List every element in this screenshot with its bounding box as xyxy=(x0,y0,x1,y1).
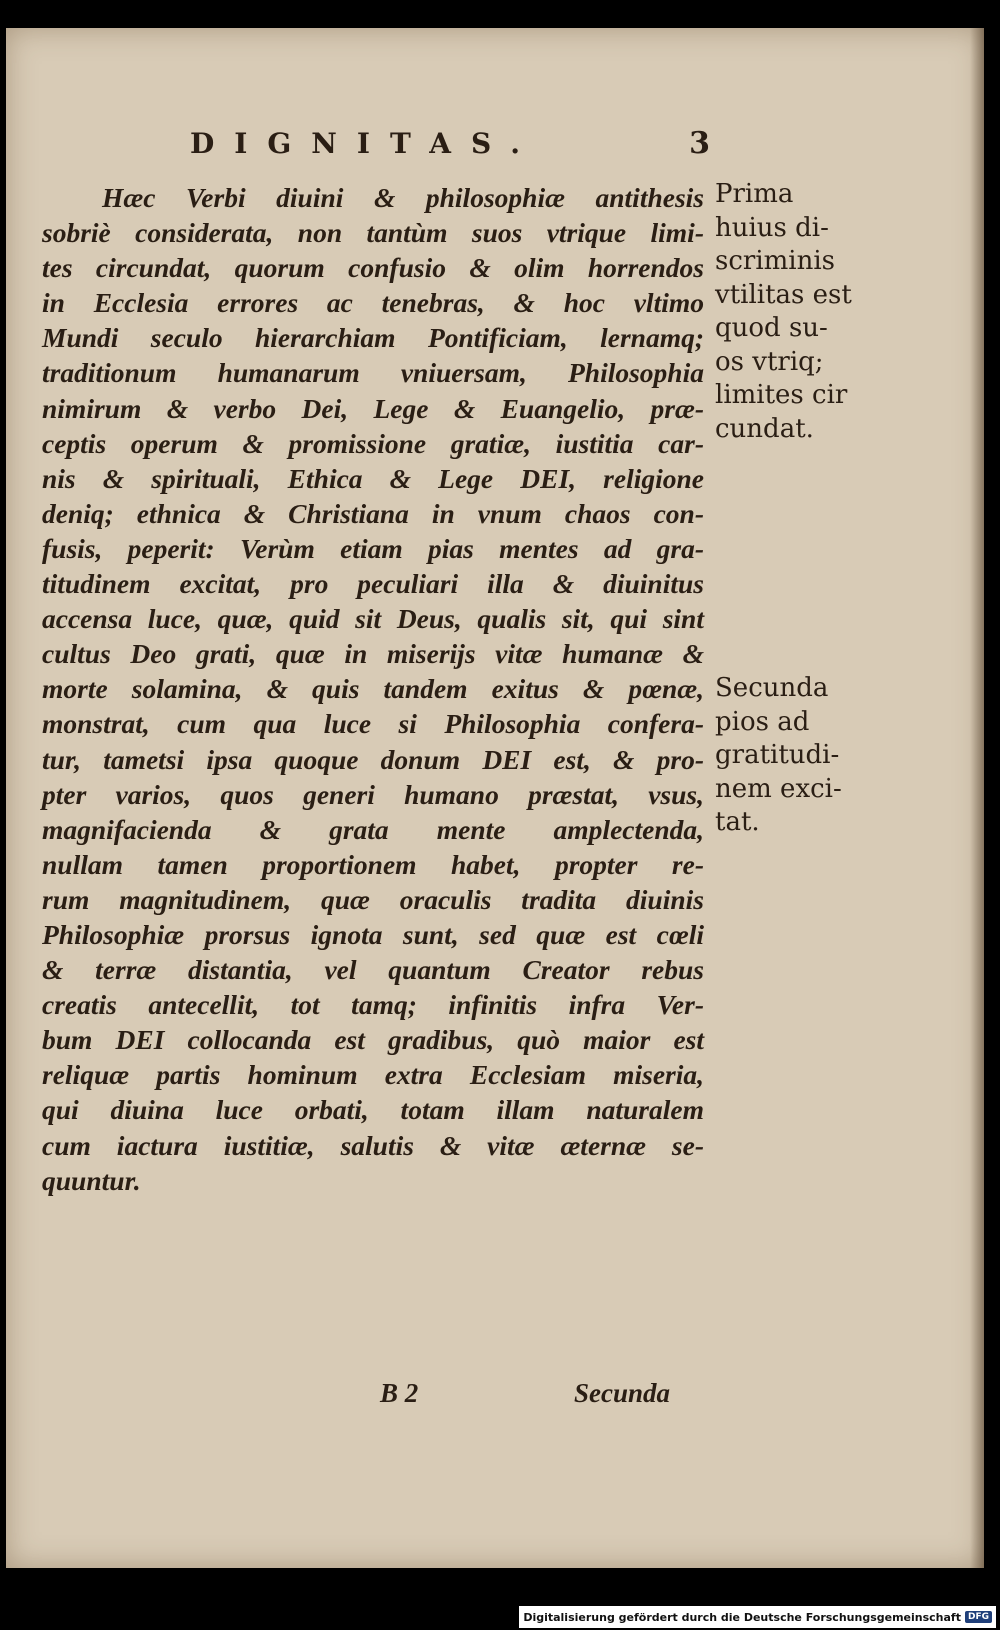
text-line: & terræ distantia, vel quantum Creator rebus xyxy=(42,954,704,986)
catchword-row xyxy=(380,1378,670,1409)
text-line: reliquæ partis hominum extra Ecclesiam miseria, xyxy=(42,1059,704,1091)
text-line: nis & spirituali, Ethica & Lege DEI, religione xyxy=(42,462,704,494)
text-line: monstrat, cum qua luce si Philosophia confera- xyxy=(42,708,704,740)
text-line: in Ecclesia errores ac tenebras, & hoc vltimo xyxy=(42,287,704,319)
text-line: Mundi seculo hierarchiam Pontificiam, lernamq; xyxy=(42,322,704,354)
text-line: ceptis operum & promissione gratiæ, iustitia car- xyxy=(42,427,704,459)
marginal-note-line: limites cir xyxy=(715,380,848,410)
text-line: pter varios, quos generi humano præstat, vsus, xyxy=(42,778,704,810)
marginal-note-line: huius di- xyxy=(715,212,829,243)
running-head: DIGNITAS. xyxy=(190,127,540,160)
marginal-note-line: quod su- xyxy=(715,313,828,343)
text-line: accensa luce, quæ, quid sit Deus, qualis sit, qui sint xyxy=(42,603,704,635)
text-line: sobriè considerata, non tantùm suos vtrique limi- xyxy=(42,217,704,249)
text-line: Philosophiæ prorsus ignota sunt, sed quæ est cœli xyxy=(42,918,704,950)
page-header xyxy=(190,126,710,161)
catchword: Secunda xyxy=(573,1378,670,1408)
marginal-note-line: cundat. xyxy=(715,413,814,444)
digitization-footer xyxy=(519,1606,996,1628)
marginal-note-line: Secunda xyxy=(715,673,829,703)
marginal-note-line: os vtriq; xyxy=(715,346,824,377)
text-line: creatis antecellit, tot tamq; infinitis infra Ver- xyxy=(42,989,704,1021)
text-line: morte solamina, & quis tandem exitus & pœnæ, xyxy=(42,673,704,705)
text-line: nullam tamen proportionem habet, propter re- xyxy=(42,848,704,880)
signature-mark: B 2 xyxy=(380,1378,419,1408)
marginal-note-line: tat. xyxy=(715,807,760,837)
text-line: nimirum & verbo Dei, Lege & Euangelio, præ- xyxy=(42,392,704,424)
text-line: cum iactura iustitiæ, salutis & vitæ æternæ se- xyxy=(42,1129,704,1161)
marginal-note-line: scriminis xyxy=(715,246,836,276)
text-line: cultus Deo grati, quæ in miserijs vitæ humanæ & xyxy=(42,638,704,670)
text-line: Hæc Verbi diuini & philosophiæ antithesis xyxy=(102,182,704,213)
marginal-note-line: pios ad xyxy=(715,706,810,737)
text-line: fusis, peperit: Verùm etiam pias mentes ad gra- xyxy=(42,532,704,564)
text-line: tes circundat, quorum confusio & olim horrendos xyxy=(42,252,704,284)
dfg-logo-icon: DFG xyxy=(965,1611,992,1623)
marginal-note-prima xyxy=(715,178,865,446)
text-line: quuntur. xyxy=(42,1164,141,1196)
main-text-block xyxy=(42,180,704,1198)
text-line: bum DEI collocanda est gradibus, quò maior est xyxy=(42,1024,704,1056)
page-number: 3 xyxy=(689,126,710,161)
text-line: deniq; ethnica & Christiana in vnum chaos con- xyxy=(42,497,704,529)
text-line: tur, tametsi ipsa quoque donum DEI est, & pro- xyxy=(42,743,704,775)
marginal-note-line: nem exci- xyxy=(715,773,842,804)
marginal-note-line: gratitudi- xyxy=(715,740,840,770)
text-line: qui diuina luce orbati, totam illam naturalem xyxy=(42,1094,704,1126)
text-line: magnifacienda & grata mente amplectenda, xyxy=(42,813,704,845)
text-line: rum magnitudinem, quæ oraculis tradita diuinis xyxy=(42,883,704,915)
marginal-note-secunda xyxy=(715,672,865,840)
text-line: traditionum humanarum vniuersam, Philosophia xyxy=(42,357,704,389)
text-line: titudinem excitat, pro peculiari illa & diuinitus xyxy=(42,568,704,600)
footer-text: Digitalisierung gefördert durch die Deutsche Forschungsgemeinschaft xyxy=(523,1610,961,1624)
marginal-note-line: vtilitas est xyxy=(715,279,852,310)
page-gutter-shadow xyxy=(970,28,984,1568)
marginal-note-line: Prima xyxy=(715,179,794,209)
